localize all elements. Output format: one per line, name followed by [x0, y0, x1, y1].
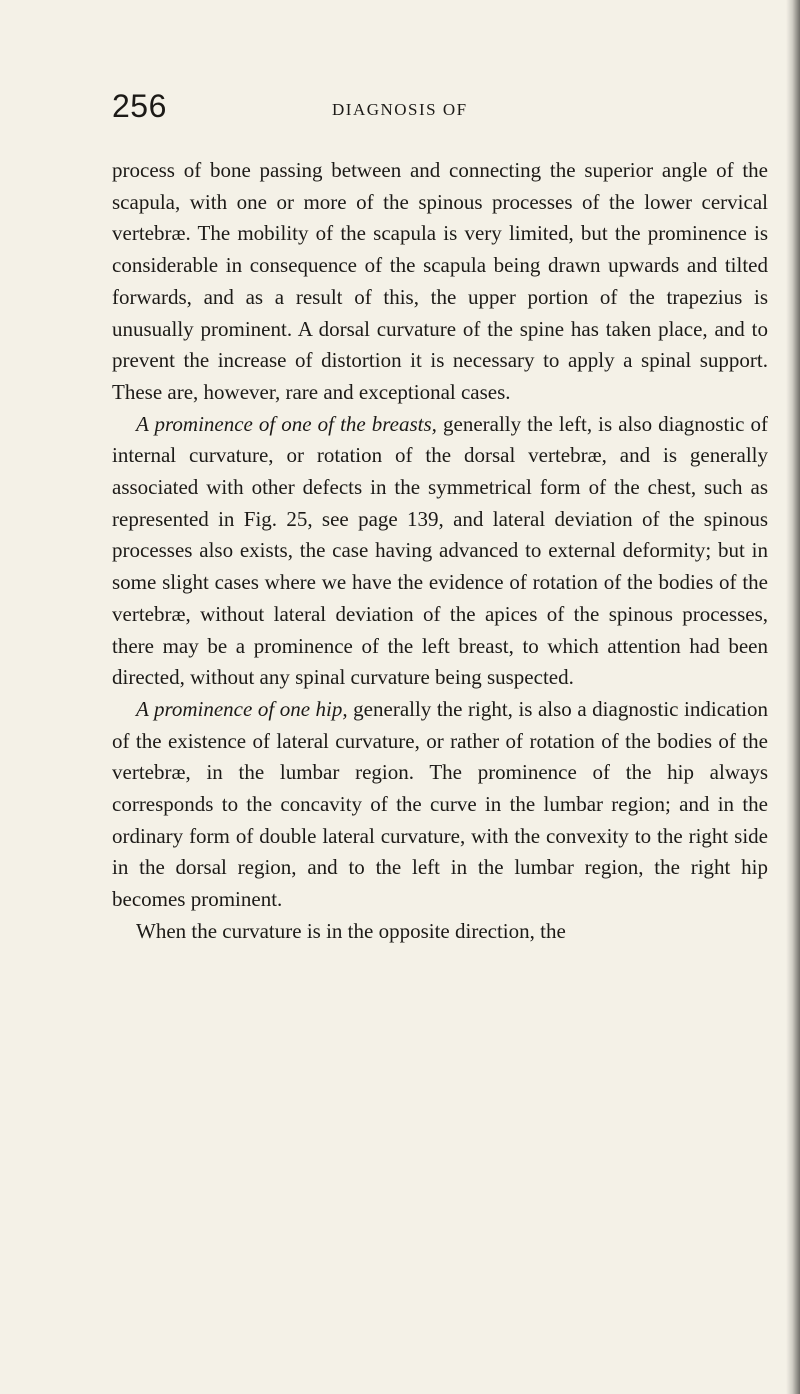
paragraph-1-text: process of bone passing between and connecting the superior angle of the scapula, with one or more of the spinous processes of the lower cervical vertebræ. The mobility of the scapula is very limited, but the prominence is considerable in consequence of the scapula being drawn upwards and tilted forwards, and as a result of this, the upper portion of the trapezius is unusually prominent. A dorsal curvature of the spine has taken place, and to prevent the increase of distortion it is necessary to apply a spinal support. These are, however, rare and exceptional cases. — [112, 158, 768, 404]
page-header — [112, 90, 768, 130]
paragraph-1 — [112, 155, 768, 409]
paragraph-2 — [112, 409, 768, 694]
paragraph-3 — [112, 694, 768, 916]
running-head: DIAGNOSIS OF — [332, 100, 468, 119]
paragraph-4-text: When the curvature is in the opposite direction, the — [136, 918, 566, 943]
paragraph-2-lead: A prominence of one of the breasts, — [136, 411, 437, 436]
page-number: 256 — [112, 88, 167, 124]
page-edge-shadow — [786, 0, 800, 1394]
paragraph-3-lead: A prominence of one hip, — [136, 696, 348, 721]
paragraph-4 — [112, 916, 768, 948]
paragraph-3-text: generally the right, is also a diagnostic indication of the existence of lateral curvature, or rather of rotation of the bodies of the vertebræ, in the lumbar region. The prominence of the hip always corresponds to the concavity of the curve in the lumbar region; and in the ordinary form of double lateral curvature, with the convexity to the right side in the dorsal region, and to the left in the lumbar region, the right hip becomes prominent. — [112, 696, 768, 912]
paragraph-2-text: generally the left, is also diagnostic of internal curvature, or rotation of the dorsal vertebræ, and is generally associated with other defects in the symmetrical form of the chest, such as represented in Fig. 25, see page 139, and lateral deviation of the spinous processes also exists, the case having advanced to external deformity; but in some slight cases where we have the evidence of rotation of the bodies of the vertebræ, without lateral deviation of the apices of the spinous processes, there may be a prominence of the left breast, to which attention had been directed, without any spinal curvature being suspected. — [112, 411, 768, 690]
body-text — [112, 155, 768, 948]
